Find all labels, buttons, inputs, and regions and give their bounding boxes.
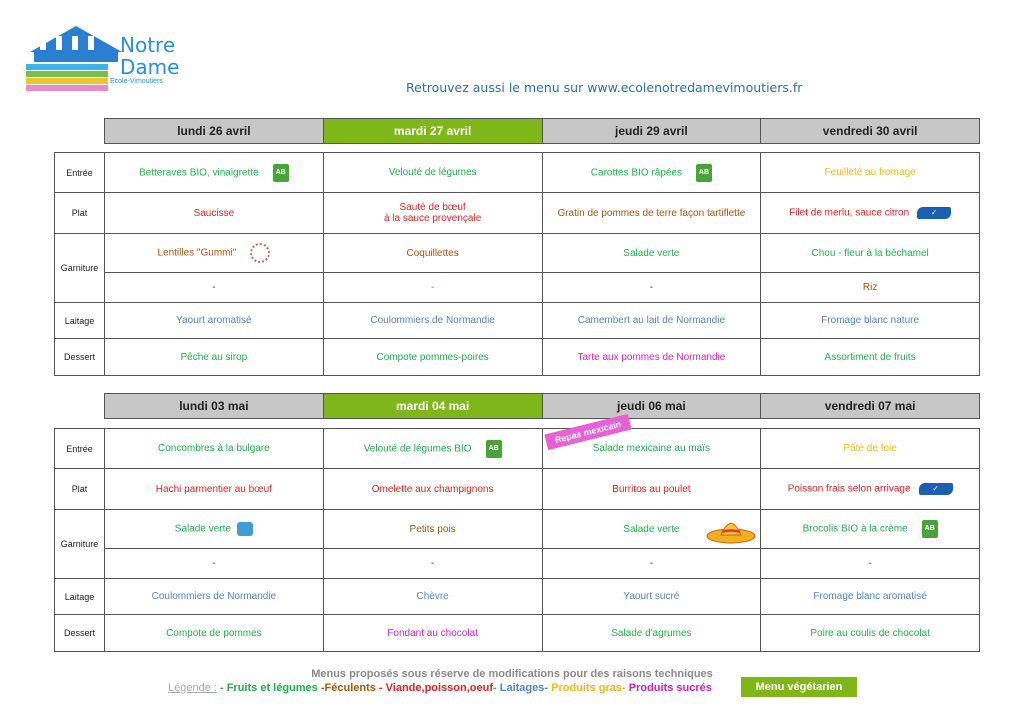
salad-label-icon bbox=[237, 522, 253, 536]
day-header-cell: vendredi 30 avril bbox=[761, 119, 979, 143]
legend-laitages: - Laitages- bbox=[493, 682, 549, 694]
menu-cell: Compote de pommes bbox=[105, 615, 324, 652]
menu-cell: Salade verte bbox=[542, 510, 761, 549]
legend-produits-gras: Produits gras- bbox=[548, 682, 626, 694]
menu-cell: Lentilles "Gummi" bbox=[105, 234, 324, 273]
menu-cell: Salade mexicaine au maïs bbox=[542, 429, 761, 469]
row-label: Garniture bbox=[55, 234, 105, 303]
bio-label-icon: AB bbox=[696, 164, 712, 182]
row-label: Dessert bbox=[55, 339, 105, 376]
mexican-meal-tag: Repas mexicain bbox=[544, 414, 631, 450]
menu-cell: Omelette aux champignons bbox=[323, 469, 542, 510]
row-label: Laitage bbox=[55, 303, 105, 339]
menu-cell: Salade verte bbox=[542, 234, 761, 273]
sombrero-icon bbox=[706, 512, 756, 546]
website-notice: Retrouvez aussi le menu sur www.ecolenotredamevimoutiers.fr bbox=[406, 80, 803, 95]
fishing-label-icon: ✓ bbox=[917, 207, 951, 219]
menu-cell: - bbox=[323, 549, 542, 579]
row-label: Plat bbox=[55, 193, 105, 234]
week2-day-header bbox=[104, 393, 980, 419]
menu-cell: Hachi parmentier au bœuf bbox=[105, 469, 324, 510]
menu-cell: - bbox=[542, 549, 761, 579]
menu-cell: Gratin de pommes de terre façon tartiflette bbox=[542, 193, 761, 234]
menu-cell: Petits pois bbox=[323, 510, 542, 549]
legend-fruits-legumes: - Fruits et légumes bbox=[216, 682, 318, 694]
week1-day-header bbox=[104, 118, 980, 144]
row-label: Garniture bbox=[55, 510, 105, 579]
day-header-cell: vendredi 07 mai bbox=[761, 394, 979, 418]
menu-cell: Coquillettes bbox=[323, 234, 542, 273]
table-row-garniture-2 bbox=[55, 549, 980, 579]
day-header-cell: jeudi 06 mai bbox=[543, 394, 762, 418]
bio-label-icon: AB bbox=[486, 440, 502, 458]
day-header-cell: lundi 03 mai bbox=[105, 394, 324, 418]
menu-cell: Fondant au chocolat bbox=[323, 615, 542, 652]
day-header-cell-vegetarian: mardi 04 mai bbox=[324, 394, 543, 418]
fishing-label-icon: ✓ bbox=[919, 483, 953, 495]
bio-label-icon: AB bbox=[273, 164, 289, 182]
menu-cell: Chou - fleur à la béchamel bbox=[761, 234, 980, 273]
table-row-entree bbox=[55, 429, 980, 469]
vegetarian-menu-badge: Menu végétarien bbox=[741, 677, 857, 697]
table-row-plat bbox=[55, 469, 980, 510]
week1-menu-table bbox=[54, 152, 980, 376]
menu-cell: Betteraves BIO, vinaigrette AB bbox=[105, 153, 324, 193]
menu-cell: Carottes BIO râpées AB bbox=[542, 153, 761, 193]
menu-cell: Yaourt aromatisé bbox=[105, 303, 324, 339]
row-label: Dessert bbox=[55, 615, 105, 652]
menu-cell: Burritos au poulet bbox=[542, 469, 761, 510]
color-legend bbox=[168, 682, 712, 694]
menu-cell: Riz bbox=[761, 273, 980, 303]
row-label: Laitage bbox=[55, 579, 105, 615]
row-label: Plat bbox=[55, 469, 105, 510]
menu-cell: Tarte aux pommes de Normandie bbox=[542, 339, 761, 376]
menu-cell: Fromage blanc nature bbox=[761, 303, 980, 339]
menu-cell: Compote pommes-poires bbox=[323, 339, 542, 376]
menu-cell: Pêche au sirop bbox=[105, 339, 324, 376]
week2-menu-table bbox=[54, 428, 980, 652]
menu-cell: - bbox=[323, 273, 542, 303]
menu-cell: Poire au coulis de chocolat bbox=[761, 615, 980, 652]
legend-feculents: -Féculents bbox=[317, 682, 376, 694]
row-label: Entrée bbox=[55, 429, 105, 469]
legend-produits-sucres: Produits sucrés bbox=[625, 682, 712, 694]
day-header-cell: lundi 26 avril bbox=[105, 119, 324, 143]
menu-cell: Salade d'agrumes bbox=[542, 615, 761, 652]
table-row-laitage bbox=[55, 303, 980, 339]
logo-subtitle: Ecole-Vimoutiers bbox=[110, 78, 163, 85]
table-row-garniture bbox=[55, 234, 980, 273]
bio-label-icon: AB bbox=[922, 520, 938, 538]
day-header-cell: jeudi 29 avril bbox=[543, 119, 762, 143]
footer-disclaimer: Menus proposés sous réserve de modifications pour des raisons techniques bbox=[311, 668, 713, 680]
menu-cell: Yaourt sucré bbox=[542, 579, 761, 615]
row-label: Entrée bbox=[55, 153, 105, 193]
day-header-cell-vegetarian: mardi 27 avril bbox=[324, 119, 543, 143]
menu-cell: Concombres à la bulgare bbox=[105, 429, 324, 469]
table-row-garniture-2 bbox=[55, 273, 980, 303]
legend-key: Légende : bbox=[168, 682, 217, 694]
menu-cell: Brocolis BIO à la crème AB bbox=[761, 510, 980, 549]
gummi-label-icon bbox=[250, 243, 270, 263]
logo-wordmark: Notre Dame bbox=[120, 33, 180, 79]
menu-cell: - bbox=[105, 549, 324, 579]
menu-cell: Salade verte bbox=[105, 510, 324, 549]
table-row-garniture bbox=[55, 510, 980, 549]
table-row-laitage bbox=[55, 579, 980, 615]
menu-cell: Camembert au lait de Normandie bbox=[542, 303, 761, 339]
menu-cell: Coulommiers de Normandie bbox=[323, 303, 542, 339]
menu-cell: - bbox=[761, 549, 980, 579]
menu-cell: - bbox=[542, 273, 761, 303]
menu-cell: Chèvre bbox=[323, 579, 542, 615]
menu-cell: Pâté de foie bbox=[761, 429, 980, 469]
menu-cell: Coulommiers de Normandie bbox=[105, 579, 324, 615]
menu-cell: Fromage blanc aromatisé bbox=[761, 579, 980, 615]
table-row-dessert bbox=[55, 339, 980, 376]
menu-cell: Velouté de légumes bbox=[323, 153, 542, 193]
table-row-dessert bbox=[55, 615, 980, 652]
legend-viande: - Viande,poisson,oeuf bbox=[375, 682, 494, 694]
table-row-plat bbox=[55, 193, 980, 234]
menu-cell: - bbox=[105, 273, 324, 303]
menu-cell: Sauté de bœuf à la sauce provençale bbox=[323, 193, 542, 234]
menu-cell: Filet de merlu, sauce citron ✓ bbox=[761, 193, 980, 234]
menu-cell: Assortiment de fruits bbox=[761, 339, 980, 376]
menu-cell: Saucisse bbox=[105, 193, 324, 234]
menu-cell: Feuilleté au fromage bbox=[761, 153, 980, 193]
menu-cell: Velouté de légumes BIO AB bbox=[323, 429, 542, 469]
menu-cell: Poisson frais selon arrivage ✓ bbox=[761, 469, 980, 510]
table-row-entree bbox=[55, 153, 980, 193]
